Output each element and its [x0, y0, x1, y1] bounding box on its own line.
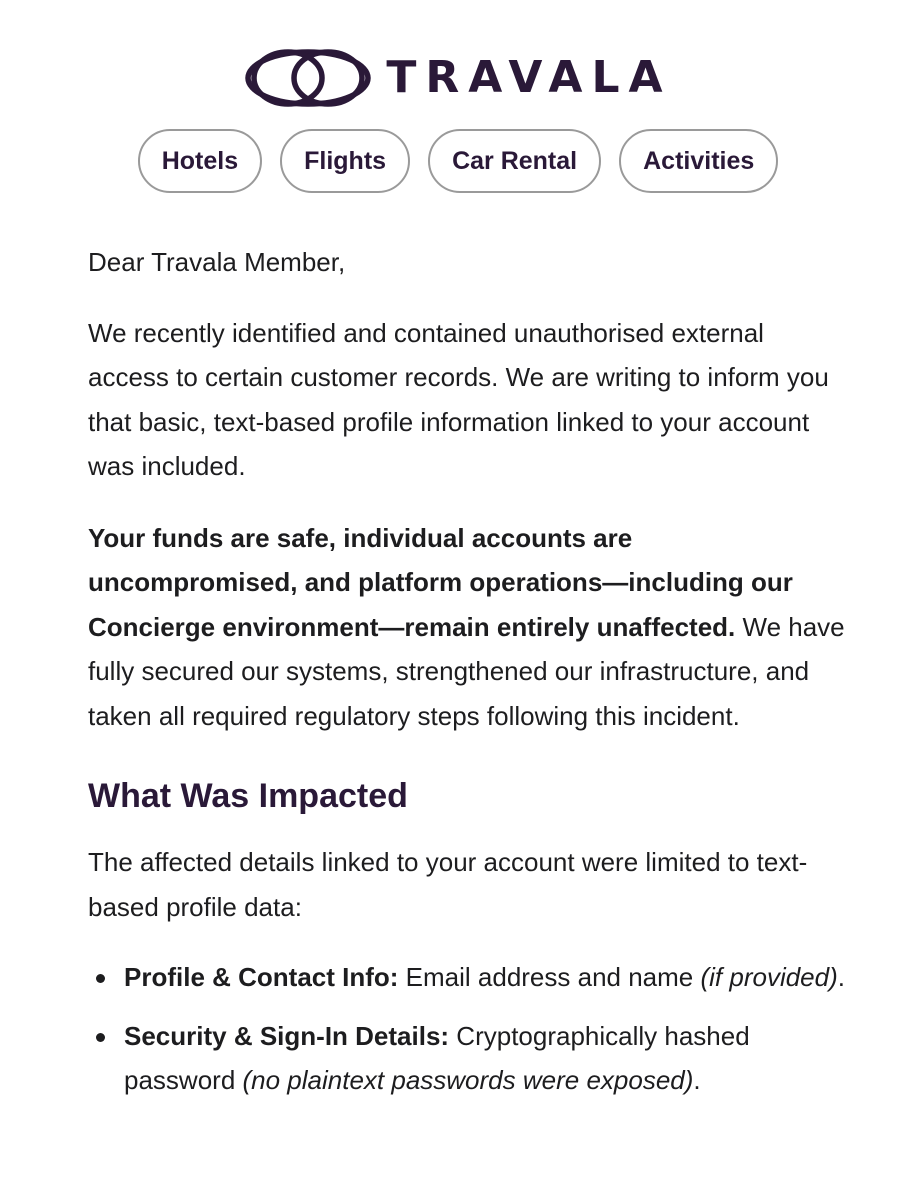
- nav-flights-button[interactable]: Flights: [280, 129, 410, 193]
- nav-car-rental-button[interactable]: Car Rental: [428, 129, 601, 193]
- greeting: Dear Travala Member,: [88, 247, 346, 277]
- nav-bar: [0, 129, 916, 197]
- travala-rings-icon: [244, 48, 372, 108]
- item-title: Security & Sign-In Details:: [124, 1020, 450, 1051]
- assurance-bold-text: Your funds are safe, individual accounts are uncompromised, and platform operations—including our Concierge environment—remain entirely unaffected.: [88, 522, 793, 642]
- bullet-icon: [96, 974, 105, 983]
- nav-activities-button[interactable]: Activities: [619, 129, 778, 193]
- email-body: [88, 240, 848, 1117]
- item-text: Email address and name: [398, 962, 701, 992]
- item-note: (if provided): [700, 962, 838, 992]
- travala-logo[interactable]: [244, 48, 671, 108]
- assurance-paragraph: [88, 516, 848, 739]
- section-intro: The affected details linked to your account were limited to text-based profile data:: [88, 847, 808, 922]
- intro-paragraph: We recently identified and contained unauthorised external access to certain customer records. We are writing to inform you that basic, text-based profile information linked to your account was included.: [88, 317, 829, 481]
- item-end: .: [693, 1065, 701, 1095]
- assurance-rest-text: We have fully secured our systems, strengthened our infrastructure, and taken all required regulatory steps following this incident.: [88, 611, 845, 731]
- list-item: [88, 1014, 848, 1103]
- item-title: Profile & Contact Info:: [124, 962, 399, 992]
- bullet-icon: [96, 1033, 105, 1042]
- impacted-list: [88, 955, 848, 1103]
- brand-wordmark: TRAVALA: [386, 52, 672, 103]
- item-note: (no plaintext passwords were exposed): [242, 1065, 694, 1095]
- section-title: What Was Impacted: [88, 777, 408, 815]
- email-header: [0, 40, 916, 116]
- item-end: .: [837, 962, 845, 992]
- list-item: [88, 955, 848, 1000]
- nav-hotels-button[interactable]: Hotels: [138, 129, 262, 193]
- item-text: Cryptographically hashed password: [124, 1020, 750, 1095]
